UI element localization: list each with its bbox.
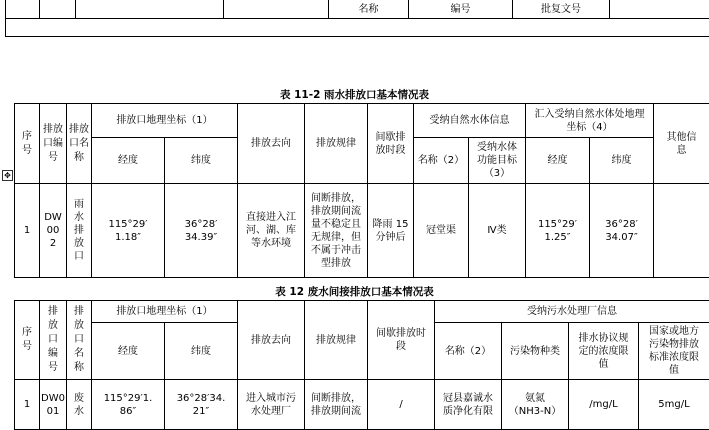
cell-destination: 直接进入江 河、湖、库 等水环境 <box>238 184 305 278</box>
header-approval: 批复文号 <box>513 0 610 19</box>
header-outlet-name: 排 放 口 名 称 <box>67 301 92 380</box>
header-agreed-limit: 排水协议规 定的浓度限 值 <box>569 323 639 380</box>
cell-outlet-name: 废 水 <box>67 380 92 430</box>
cell-intermittent-period: 降雨 15 分钟后 <box>368 184 414 278</box>
header-inflow-coordinates: 汇入受纳自然水体处地理 坐标（4） <box>526 104 654 138</box>
top-cell <box>610 0 709 19</box>
header-seq: 序 号 <box>15 104 40 184</box>
top-cell <box>76 0 224 19</box>
header-plant-name: 名称（2） <box>435 323 502 380</box>
header-outlet-name: 排放 口名 称 <box>67 104 92 184</box>
header-destination: 排放去向 <box>238 301 305 380</box>
top-cell <box>40 0 76 19</box>
header-outlet-coordinates: 排放口地理坐标（1） <box>92 301 238 323</box>
header-pollutant: 污染物种类 <box>502 323 569 380</box>
cell-inflow-longitude: 115°29′ 1.25″ <box>526 184 590 278</box>
header-receiving-water: 受纳自然水体信息 <box>414 104 526 138</box>
header-name: 名称 <box>329 0 409 19</box>
table-indirect-outlet <box>14 300 709 430</box>
table-rainwater-outlet <box>14 103 709 278</box>
cell-destination: 进入城市污 水处理厂 <box>238 380 305 430</box>
header-outlet-code: 排 放 口 编 号 <box>40 301 67 380</box>
cell-other-info <box>654 184 709 278</box>
cell-outlet-code: DW 00 2 <box>40 184 67 278</box>
top-empty-row <box>6 19 709 37</box>
cell-intermittent-period: / <box>368 380 435 430</box>
header-discharge-rule: 排放规律 <box>305 104 368 184</box>
cell-discharge-rule: 间断排放， 排放期间流 量不稳定且 无规律，但 不属于冲击 型排放 <box>305 184 368 278</box>
header-inflow-latitude: 纬度 <box>590 138 654 184</box>
cell-seq: 1 <box>15 184 40 278</box>
cell-water-name: 冠堂渠 <box>414 184 469 278</box>
header-latitude: 纬度 <box>165 138 238 184</box>
cell-latitude: 36°28′ 34.39″ <box>165 184 238 278</box>
table12-caption: 表 12 废水间接排放口基本情况表 <box>0 285 709 299</box>
header-intermittent-period: 间歇排 放时段 <box>368 104 414 184</box>
cell-seq: 1 <box>15 380 40 430</box>
top-cell <box>6 0 40 19</box>
cell-longitude: 115°29′1. 86″ <box>92 380 165 430</box>
header-longitude: 经度 <box>92 323 165 380</box>
top-partial-table <box>5 0 709 37</box>
header-water-name: 名称（2） <box>414 138 469 184</box>
header-longitude: 经度 <box>92 138 165 184</box>
header-seq: 序 号 <box>15 301 40 380</box>
header-water-target: 受纳水体 功能目标 （3） <box>469 138 526 184</box>
cell-outlet-code: DW0 01 <box>40 380 67 430</box>
cell-outlet-name: 雨 水 排 放 口 <box>67 184 92 278</box>
header-latitude: 纬度 <box>165 323 238 380</box>
header-code: 编号 <box>409 0 513 19</box>
cell-discharge-rule: 间断排放， 排放期间流 <box>305 380 368 430</box>
header-treatment-plant: 受纳污水处理厂信息 <box>435 301 709 323</box>
table11-caption: 表 11-2 雨水排放口基本情况表 <box>0 88 709 102</box>
cell-water-target: Ⅳ类 <box>469 184 526 278</box>
table-row <box>15 184 709 278</box>
header-inflow-longitude: 经度 <box>526 138 590 184</box>
header-other-info: 其他信 息 <box>654 104 709 184</box>
header-outlet-code: 排放 口编 号 <box>40 104 67 184</box>
header-destination: 排放去向 <box>238 104 305 184</box>
header-discharge-rule: 排放规律 <box>305 301 368 380</box>
cell-latitude: 36°28′34. 21″ <box>165 380 238 430</box>
table-move-handle-icon[interactable]: ✥ <box>2 170 13 181</box>
cell-standard-limit: 5mg/L <box>639 380 709 430</box>
cell-longitude: 115°29′ 1.18″ <box>92 184 165 278</box>
cell-pollutant: 氨氮 （NH3-N） <box>502 380 569 430</box>
header-standard-limit: 国家或地方 污染物排放 标准浓度限 值 <box>639 323 709 380</box>
header-intermittent-period: 间歇排放时 段 <box>368 301 435 380</box>
cell-plant-name: 冠县嘉诚水 质净化有限 <box>435 380 502 430</box>
cell-agreed-limit: /mg/L <box>569 380 639 430</box>
header-outlet-coordinates: 排放口地理坐标（1） <box>92 104 238 138</box>
top-cell <box>224 0 329 19</box>
cell-inflow-latitude: 36°28′ 34.07″ <box>590 184 654 278</box>
table-row <box>15 380 709 430</box>
